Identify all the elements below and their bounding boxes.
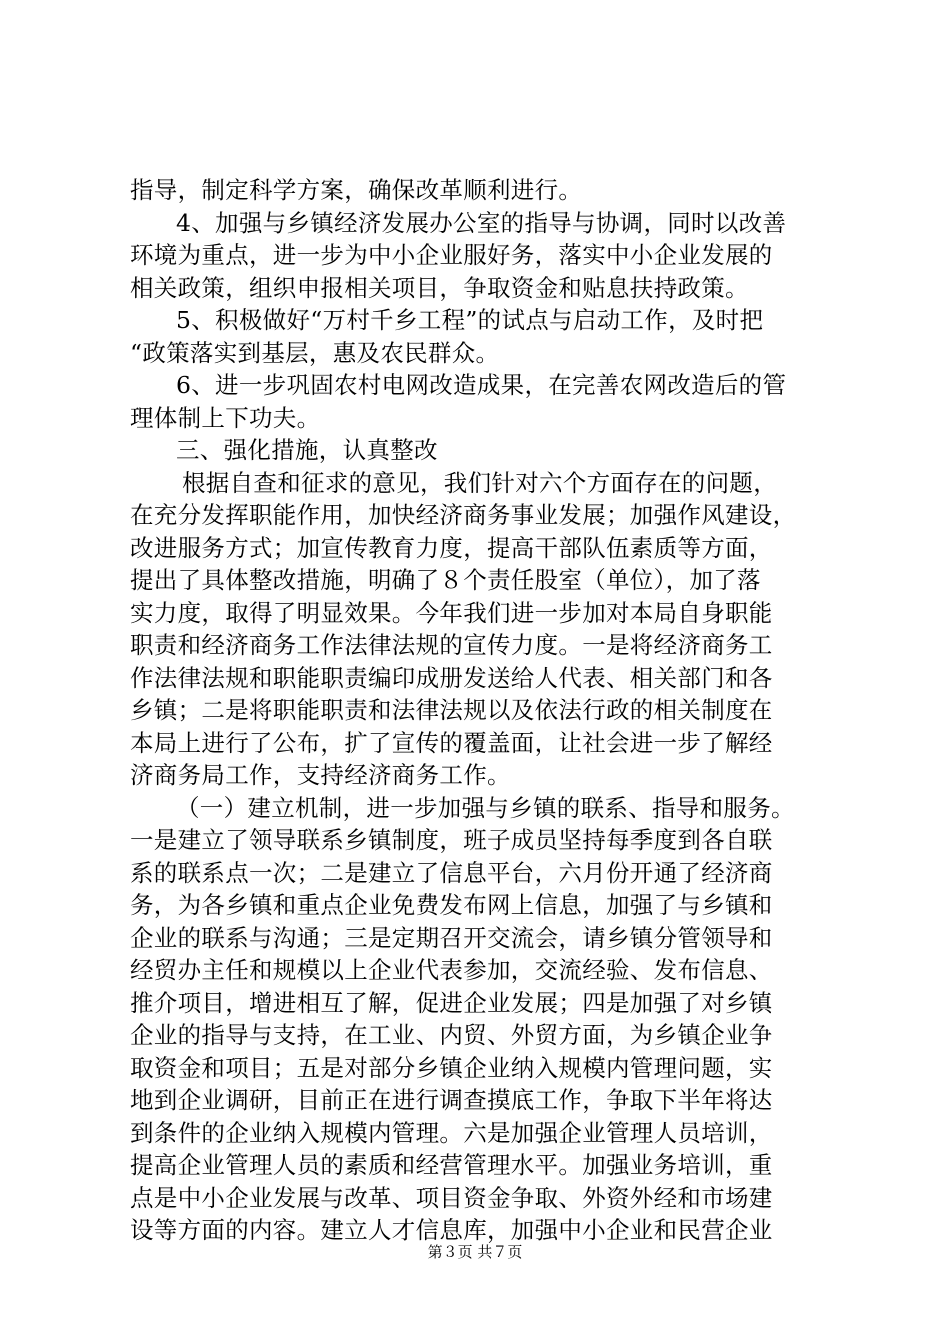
text-line: 6、进一步巩固农村电网改造成果，在完善农网改造后的管 (176, 371, 787, 399)
text-line: 理体制上下功夫。 (130, 403, 321, 432)
text-line: 本局上进行了公布，扩了宣传的覆盖面，让社会进一步了解经 (130, 728, 773, 757)
document-body (130, 174, 830, 1247)
text-line: 济商务局工作，支持经济商务工作。 (130, 761, 511, 789)
text-line: 提高企业管理人员的素质和经营管理水平。加强业务培训，重 (130, 1151, 773, 1179)
text-line: 职责和经济商务工作法律法规的宣传力度。一是将经济商务工 (130, 631, 773, 659)
text-line: 相关政策，组织申报相关项目，争取资金和贴息扶持政策。 (130, 273, 749, 302)
text-line: 企业的联系与沟通；三是定期召开交流会，请乡镇分管领导和 (130, 923, 773, 952)
text-line: 实力度，取得了明显效果。今年我们进一步加对本局自身职能 (130, 598, 773, 627)
text-line: 经贸办主任和规模以上企业代表参加，交流经验、发布信息、 (130, 956, 773, 984)
text-line: 作法律法规和职能职责编印成册发送给人代表、相关部门和各 (130, 663, 773, 692)
text-line: （一）建立机制，进一步加强与乡镇的联系、指导和服务。 (176, 793, 795, 822)
text-line: 改进服务方式；加宣传教育力度，提高干部队伍素质等方面， (130, 533, 773, 562)
text-line: 三、强化措施，认真整改 (176, 436, 438, 464)
text-line: 环境为重点，进一步为中小企业服好务，落实中小企业发展的 (130, 241, 773, 269)
text-line: 务，为各乡镇和重点企业免费发布网上信息，加强了与乡镇和 (130, 891, 773, 919)
text-line: 到条件的企业纳入规模内管理。六是加强企业管理人员培训， (130, 1118, 773, 1147)
text-line: 一是建立了领导联系乡镇制度，班子成员坚持每季度到各自联 (130, 826, 773, 854)
text-line: 地到企业调研，目前正在进行调查摸底工作，争取下半年将达 (130, 1086, 773, 1114)
text-line: 在充分发挥职能作用，加快经济商务事业发展；加强作风建设， (130, 501, 797, 529)
text-line: 5、积极做好“万村千乡工程”的试点与启动工作，及时把 (176, 306, 764, 334)
text-line: “政策落实到基层，惠及农民群众。 (130, 338, 500, 367)
text-line: 提出了具体整改措施，明确了８个责任股室（单位），加了落 (130, 566, 761, 594)
text-line: 企业的指导与支持，在工业、内贸、外贸方面，为乡镇企业争 (130, 1021, 773, 1049)
text-line: 设等方面的内容。建立人才信息库，加强中小企业和民营企业 (130, 1216, 773, 1244)
text-line: 根据自查和征求的意见，我们针对六个方面存在的问题， (182, 468, 777, 497)
text-line: 推介项目，增进相互了解，促进企业发展；四是加强了对乡镇 (130, 988, 773, 1017)
text-line: 指导，制定科学方案，确保改革顺利进行。 (130, 176, 583, 204)
text-line: 4、加强与乡镇经济发展办公室的指导与协调，同时以改善 (176, 208, 787, 237)
page-footer: 第３页 共７页 (427, 1243, 523, 1261)
text-line: 乡镇；二是将职能职责和法律法规以及依法行政的相关制度在 (130, 696, 773, 724)
text-line: 取资金和项目；五是对部分乡镇企业纳入规模内管理问题，实 (130, 1053, 773, 1082)
text-line: 点是中小企业发展与改革、项目资金争取、外资外经和市场建 (130, 1183, 773, 1212)
text-line: 系的联系点一次；二是建立了信息平台，六月份开通了经济商 (130, 858, 773, 887)
